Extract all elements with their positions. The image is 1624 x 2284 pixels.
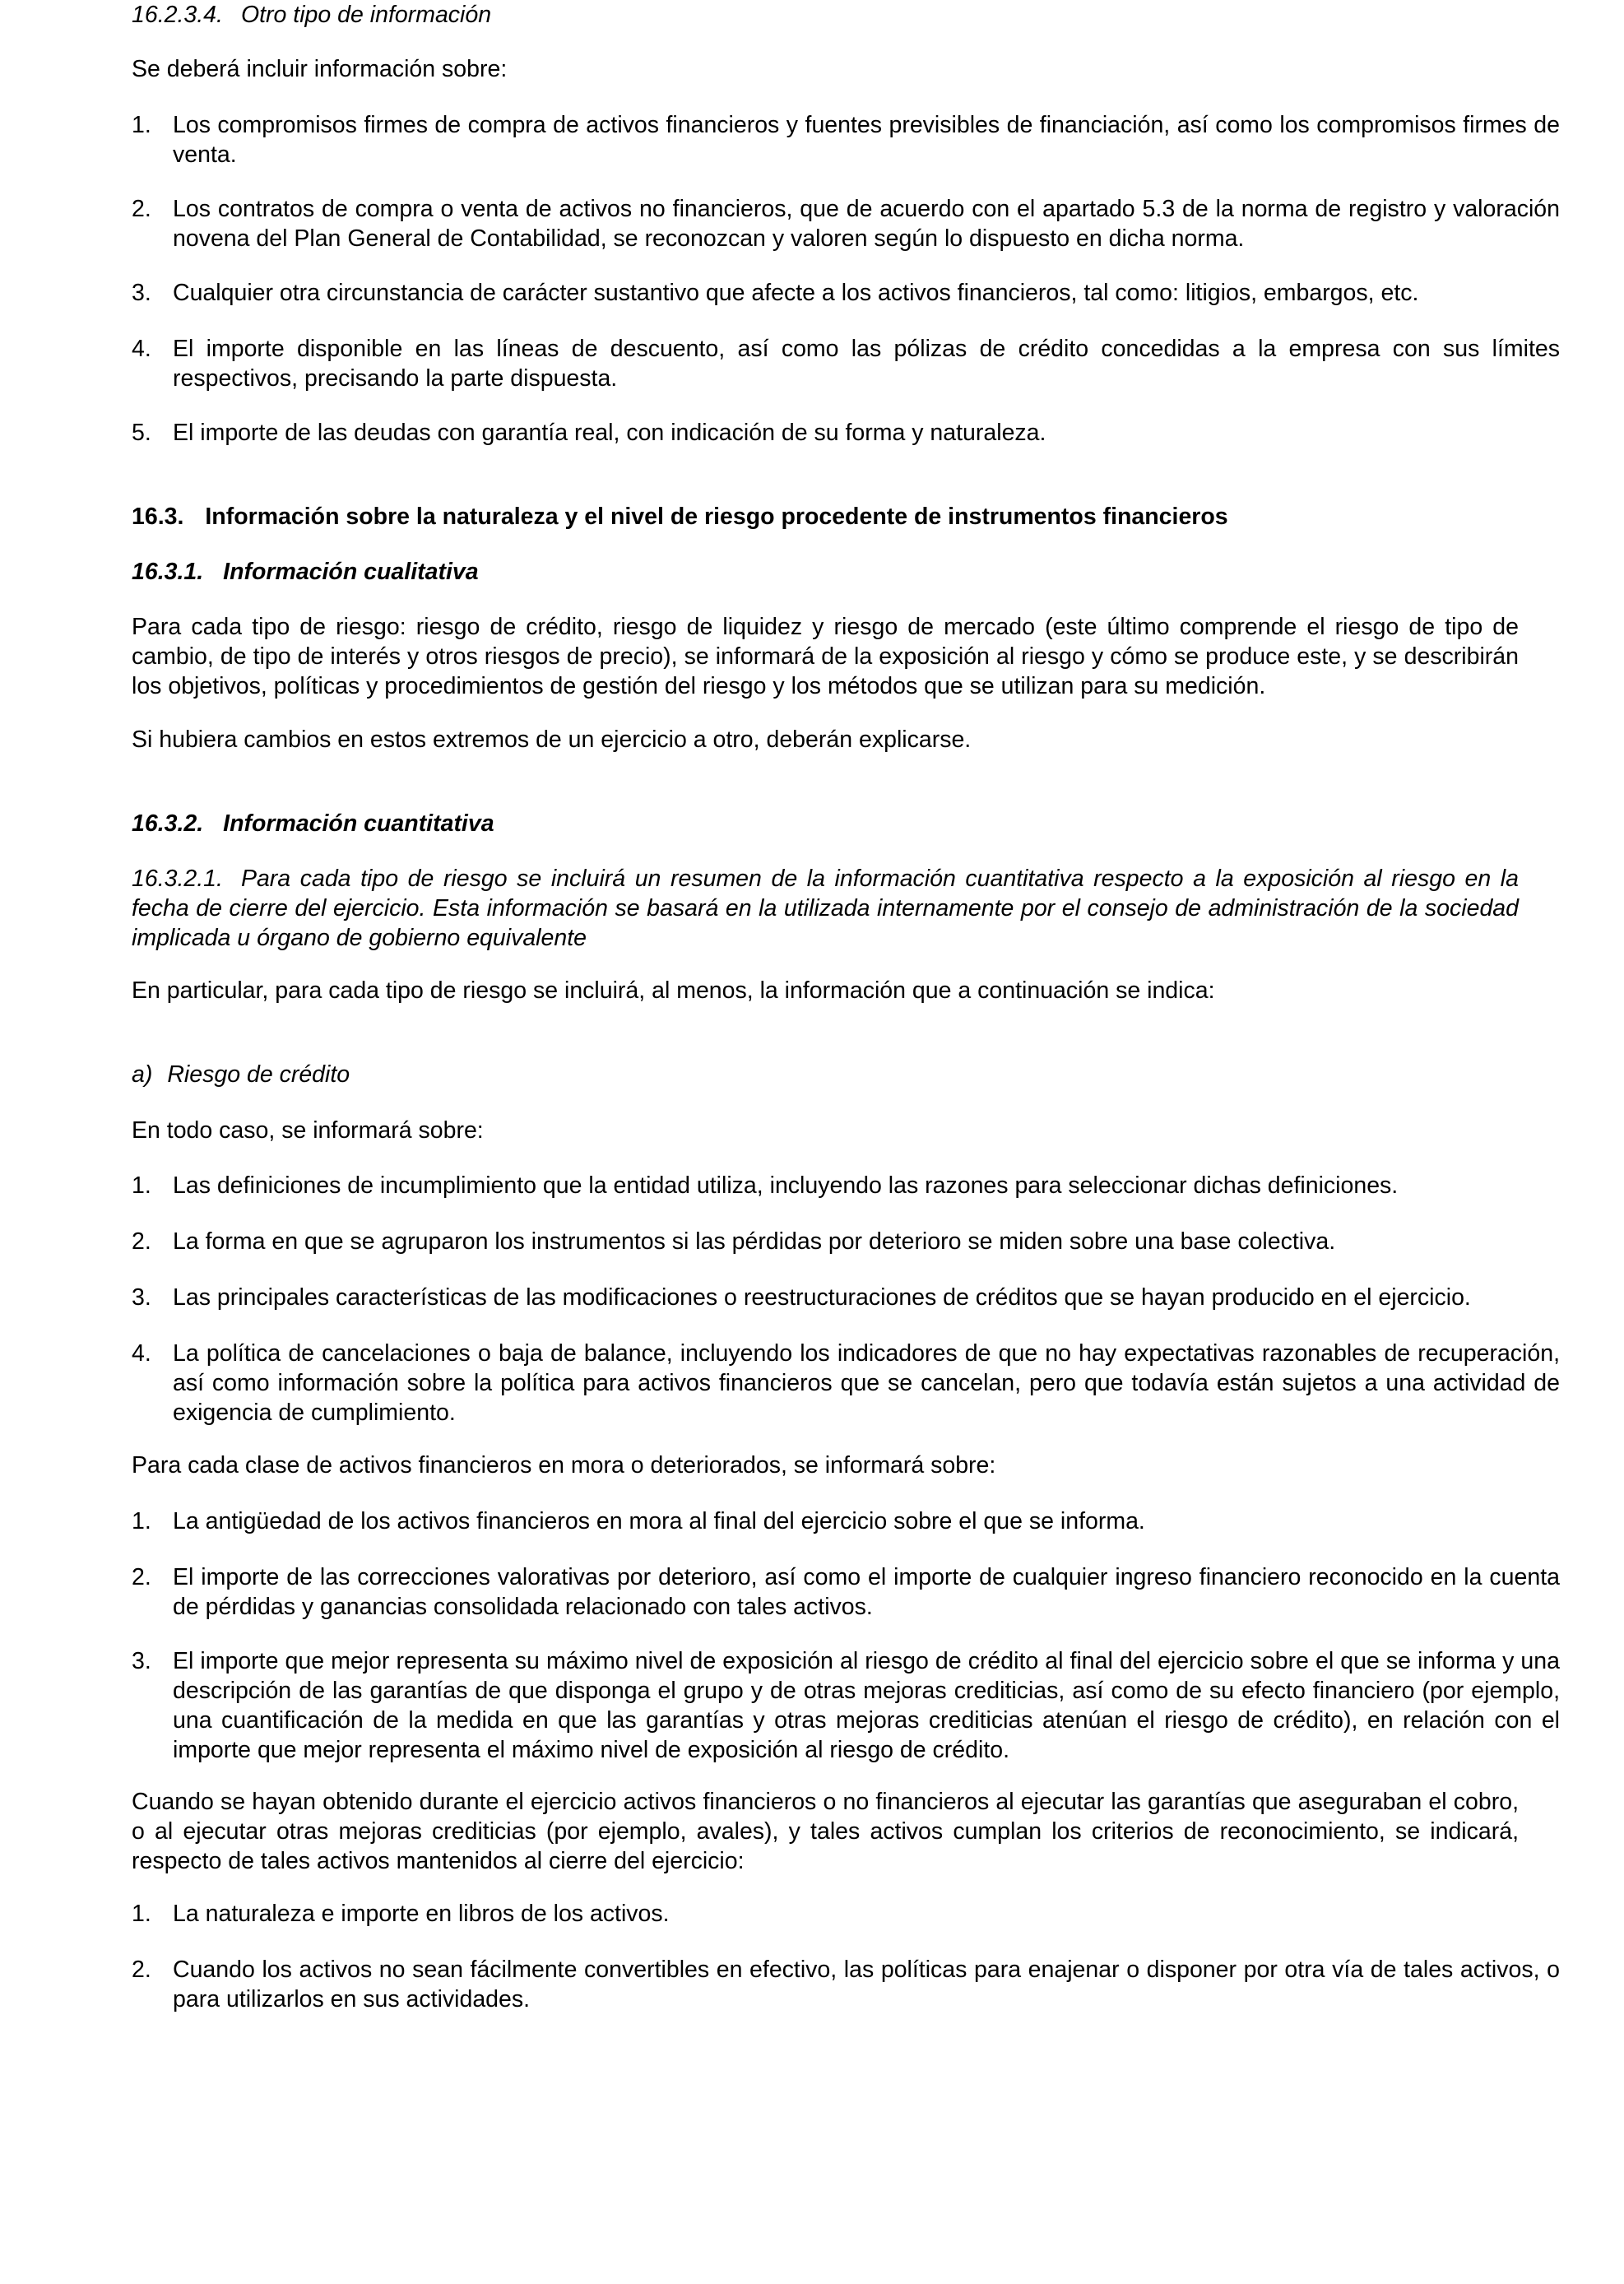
section-title: Información cualitativa [223,559,479,585]
section-number: 16.3.1. [132,559,204,585]
list-item: 1. Las definiciones de incumplimiento que la entidad utiliza, incluyendo las razones para seleccionar dichas definiciones. [132,1172,1399,1199]
list-item: 3. Las principales características de las modificaciones o reestructuraciones de créditos que se hayan producido en el ejercicio. [132,1284,1471,1311]
section-heading-16-3-2 [132,809,1519,838]
section-title: Otro tipo de información [240,2,492,28]
section-intro: Se deberá incluir información sobre: [132,56,508,82]
paragraph: Si hubiera cambios en estos extremos de un ejercicio a otro, deberán explicarse. [132,727,972,753]
section-number: 16.3.2.1. [132,866,223,892]
section-number: 16.3.2. [132,810,204,837]
list-item: 1. Los compromisos firmes de compra de activos financieros y fuentes previsibles de financiación, así como los compromisos firmes de venta. [132,112,1560,168]
section-heading-16-3 [132,502,1519,532]
paragraph: Cuando se hayan obtenido durante el ejercicio activos financieros o no financieros al ejecutar las garantías que aseguraban el cobro, o al ejecutar otras mejoras crediticias (por ejemplo, avales), y tales activos cumplan los criterios de reconocimiento, se indicará, respecto de tales activos mantenidos al cierre del ejercicio: [132,1789,1519,1874]
item-letter: a) [132,1061,153,1088]
subsection-16-3-2-1 [132,864,1519,953]
paragraph: En todo caso, se informará sobre: [132,1117,484,1144]
paragraph: Para cada clase de activos financieros en mora o deteriorados, se informará sobre: [132,1452,996,1479]
list-item: 2. La forma en que se agruparon los instrumentos si las pérdidas por deterioro se miden sobre una base colectiva. [132,1228,1336,1255]
section-heading-16-2-3-4 [132,0,1519,30]
list-item: 4. La política de cancelaciones o baja de balance, incluyendo los indicadores de que no hay expectativas razonables de recuperación, así como información sobre la política para activos financieros que se cancelan, pero que todavía están sujetos a una actividad de exigencia de cumplimiento. [132,1340,1560,1426]
section-title: Información cuantitativa [223,810,494,837]
paragraph: En particular, para cada tipo de riesgo se incluirá, al menos, la información que a continuación se indica: [132,977,1215,1004]
section-number: 16.2.3.4. [132,2,223,28]
subheading-title: Riesgo de crédito [167,1061,350,1088]
list-item: 2. Cuando los activos no sean fácilmente convertibles en efectivo, las políticas para enajenar o disponer por otra vía de tales activos, o para utilizarlos en sus actividades. [132,1957,1560,2012]
list-item: 4. El importe disponible en las líneas de descuento, así como las pólizas de crédito concedidas a la empresa con sus límites respectivos, precisando la parte dispuesta. [132,336,1560,392]
subheading-credit-risk [132,1060,1519,1089]
list-item: 2. Los contratos de compra o venta de activos no financieros, que de acuerdo con el apartado 5.3 de la norma de registro y valoración novena del Plan General de Contabilidad, se reconozcan y valoren según lo dispuesto en dicha norma. [132,196,1560,252]
section-heading-16-3-1 [132,557,1519,587]
section-title: Información sobre la naturaleza y el nivel de riesgo procedente de instrumentos financieros [205,504,1228,530]
list-item: 3. Cualquier otra circunstancia de carácter sustantivo que afecte a los activos financieros, tal como: litigios, embargos, etc. [132,280,1419,306]
paragraph: Para cada tipo de riesgo: riesgo de crédito, riesgo de liquidez y riesgo de mercado (este último comprende el riesgo de tipo de cambio, de tipo de interés y otros riesgos de precio), se informará de la exposición al riesgo y cómo se produce este, y se describirán los objetivos, políticas y procedimientos de gestión del riesgo y los métodos que se utilizan para su medición. [132,614,1519,699]
list-item: 5. El importe de las deudas con garantía real, con indicación de su forma y naturaleza. [132,420,1046,446]
list-item: 1. La naturaleza e importe en libros de los activos. [132,1901,670,1927]
list-item: 3. El importe que mejor representa su máximo nivel de exposición al riesgo de crédito al final del ejercicio sobre el que se informa y una descripción de las garantías de que disponga el grupo y de otras mejoras crediticias, así como de su efecto financiero (por ejemplo, una cuantificación de la medida en que las garantías y otras mejoras crediticias atenúan el riesgo de crédito), en relación con el importe que mejor representa el máximo nivel de exposición al riesgo de crédito. [132,1648,1560,1763]
list-item: 2. El importe de las correcciones valorativas por deterioro, así como el importe de cualquier ingreso financiero reconocido en la cuenta de pérdidas y ganancias consolidada relacionado con tales activos. [132,1564,1560,1620]
section-number: 16.3. [132,504,184,530]
list-item: 1. La antigüedad de los activos financieros en mora al final del ejercicio sobre el que se informa. [132,1508,1145,1534]
subsection-text: Para cada tipo de riesgo se incluirá un resumen de la información cuantitativa respecto a la exposición al riesgo en la fecha de cierre del ejercicio. Esta información se basará en la utilizada internamente por el consejo de administración de la sociedad implicada u órgano de gobierno equivalente [132,866,1519,951]
